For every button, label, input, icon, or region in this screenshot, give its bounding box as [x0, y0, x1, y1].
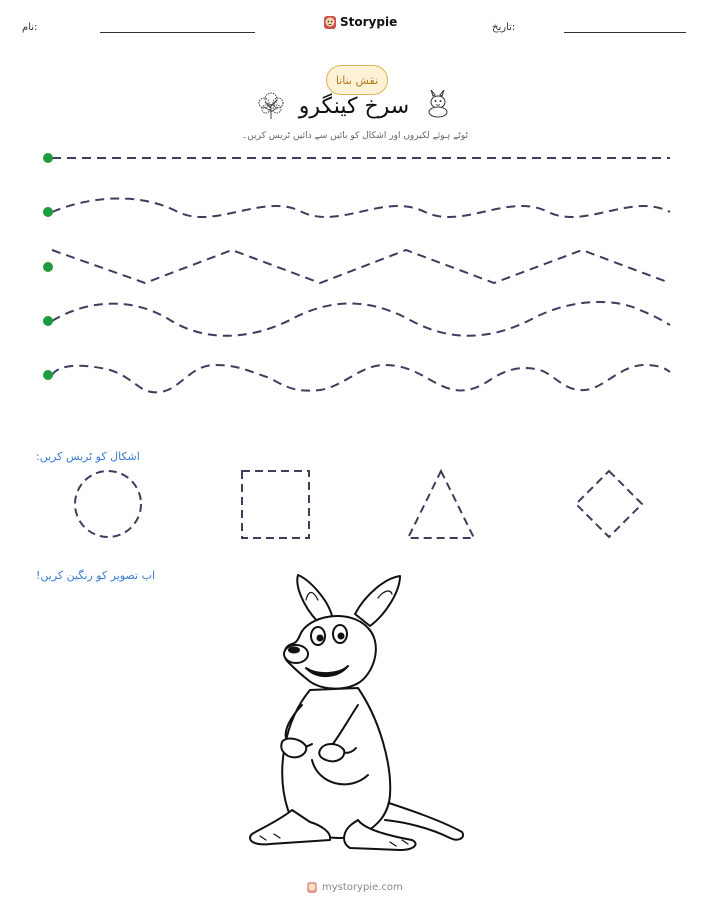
start-dot [43, 316, 53, 326]
name-label: نام: [22, 22, 38, 33]
tracing-line-zigzag[interactable] [52, 250, 670, 283]
tree-icon [256, 90, 286, 120]
brand [323, 14, 397, 30]
start-dot [43, 153, 53, 163]
coloring-section-label: اب تصویر کو رنگین کریں! [36, 569, 156, 582]
shape-circle[interactable] [75, 471, 141, 537]
shape-diamond[interactable] [576, 471, 642, 537]
tracing-lines [0, 140, 709, 400]
storypie-logo-icon [323, 14, 337, 30]
tracing-shapes [0, 460, 709, 550]
shape-triangle[interactable] [408, 471, 474, 538]
start-dot [43, 370, 53, 380]
storypie-logo-icon [306, 880, 318, 894]
start-dot [43, 262, 53, 272]
name-line [100, 32, 255, 33]
start-dot [43, 207, 53, 217]
kangaroo-icon [425, 90, 451, 118]
shapes-section-label: اشکال کو ٹریس کریں: [36, 450, 140, 463]
instructions: ٹوٹے ہوئے لکیروں اور اشکال کو بائیں سے دائیں ٹریس کریں۔ [241, 131, 469, 141]
tracing-line-wave[interactable] [52, 198, 670, 217]
activity-badge: نقش بنانا [326, 65, 388, 95]
date-line [564, 32, 686, 33]
kangaroo-coloring-image[interactable] [240, 570, 470, 855]
footer [306, 880, 403, 894]
page-title: سرخ کینگرو [298, 94, 410, 119]
tracing-line-wave-2[interactable] [52, 302, 670, 336]
footer-url[interactable]: mystorypie.com [322, 881, 403, 893]
brand-name: Storypie [340, 15, 398, 29]
shape-square[interactable] [242, 471, 309, 538]
tracing-line-bumps[interactable] [52, 365, 670, 392]
date-label: تاریخ: [492, 22, 516, 33]
